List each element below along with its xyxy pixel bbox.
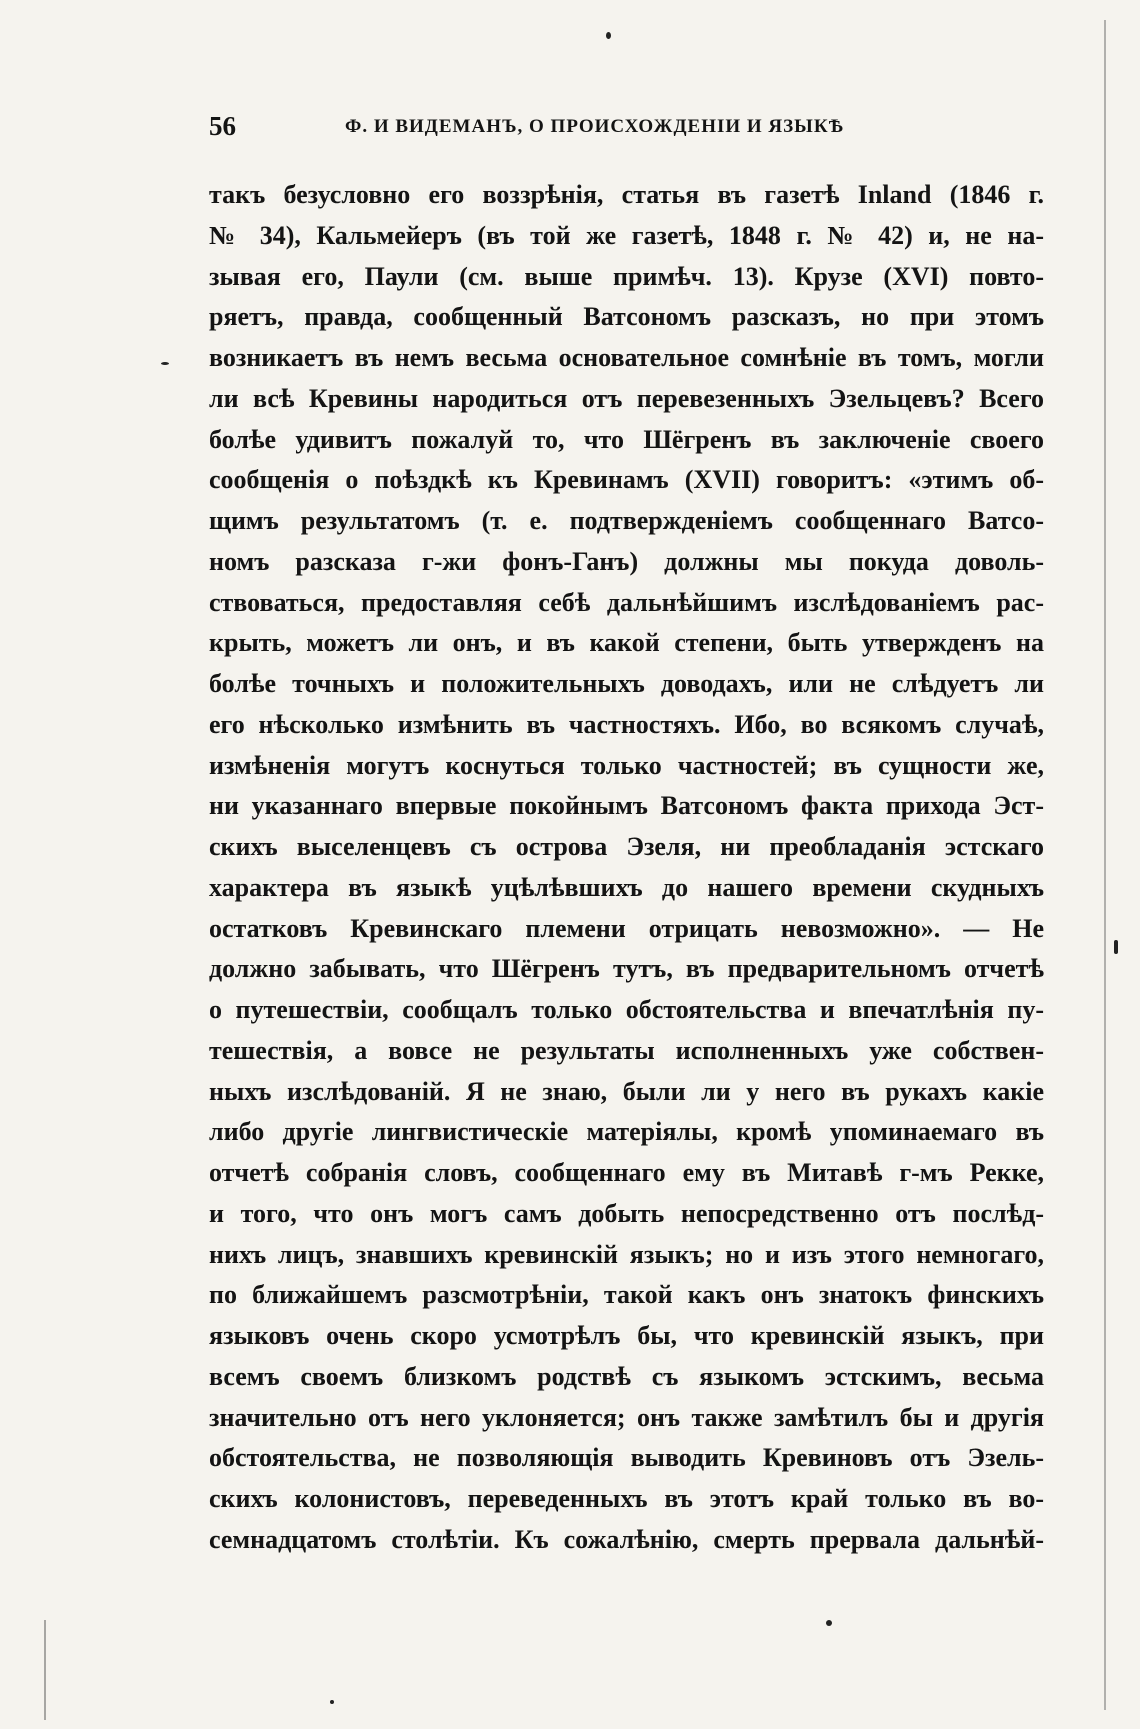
text-line: и того, что онъ могъ самъ добыть непосредственно отъ послѣд- <box>209 1198 1044 1228</box>
text-line: ли всѣ Кревины народиться отъ перевезенныхъ Эзельцевъ? Всего <box>209 383 1044 413</box>
text-line: зывая его, Паули (см. выше примѣч. 13). Крузе (XVI) повто- <box>209 261 1044 291</box>
page-edge <box>44 1620 46 1720</box>
text-line: болѣе точныхъ и положительныхъ доводахъ, или не слѣдуетъ ли <box>209 669 1044 698</box>
text-line: щимъ результатомъ (т. е. подтвержденіемъ сообщеннаго Ватсо- <box>209 506 1044 535</box>
page-header <box>209 108 937 144</box>
text-line: № 34), Кальмейеръ (въ той же газетѣ, 1848 г. № 42) и, не на- <box>209 220 1044 250</box>
body-text <box>209 175 1044 1561</box>
text-line: значительно отъ него уклоняется; онъ также замѣтилъ бы и другія <box>209 1402 1044 1432</box>
text-line: языковъ очень скоро усмотрѣлъ бы, что кревинскій языкъ, при <box>209 1321 1044 1350</box>
text-line: его нѣсколько измѣнить въ частностяхъ. Ибо, во всякомъ случаѣ, <box>209 709 1044 739</box>
text-line: должно забывать, что Шёгренъ тутъ, въ предварительномъ отчетѣ <box>209 954 1044 984</box>
text-line: скихъ колонистовъ, переведенныхъ въ этотъ край только въ во- <box>209 1484 1044 1513</box>
text-line: ни указаннаго впервые покойнымъ Ватсономъ факта прихода Эст- <box>209 791 1044 821</box>
text-line: скихъ выселенцевъ съ острова Эзеля, ни преобладанія эстскаго <box>209 832 1044 861</box>
text-line: сообщенія о поѣздкѣ къ Кревинамъ (XVII) говоритъ: «этимъ об- <box>209 465 1044 495</box>
scan-speck <box>330 1700 334 1704</box>
text-line: отчетѣ собранія словъ, сообщеннаго ему въ Митавѣ г-мъ Рекке, <box>209 1158 1044 1187</box>
text-line: измѣненія могутъ коснуться только частностей; въ сущности же, <box>209 750 1044 780</box>
text-line: по ближайшемъ разсмотрѣніи, такой какъ онъ знатокъ финскихъ <box>209 1280 1044 1310</box>
text-line: крыть, можетъ ли онъ, и въ какой степени, быть утвержденъ на <box>209 628 1044 658</box>
scan-speck <box>1114 940 1118 954</box>
text-line: тешествія, а вовсе не результаты исполненныхъ уже собствен- <box>209 1035 1044 1065</box>
running-title: Ф. И ВИДЕМАНЪ, О ПРОИСХОЖДЕНIИ И ЯЗЫКѢ <box>345 116 845 137</box>
scan-speck <box>161 362 169 365</box>
text-line: ствоваться, предоставляя себѣ дальнѣйшимъ изслѣдованіемъ рас- <box>209 587 1044 617</box>
text-line: характера въ языкѣ уцѣлѣвшихъ до нашего времени скудныхъ <box>209 872 1044 902</box>
page-number: 56 <box>209 111 236 141</box>
scan-speck <box>826 1620 832 1626</box>
text-line: семнадцатомъ столѣтіи. Къ сожалѣнію, смерть прервала дальнѣй- <box>209 1524 1044 1554</box>
text-line: всемъ своемъ близкомъ родствѣ съ языкомъ эстскимъ, весьма <box>209 1361 1044 1391</box>
text-line: такъ безусловно его воззрѣнія, статья въ газетѣ Inland (1846 г. <box>209 180 1044 209</box>
text-line: болѣе удивитъ пожалуй то, что Шёгренъ въ заключеніе своего <box>209 424 1044 454</box>
scan-speck <box>606 32 611 39</box>
text-line: обстоятельства, не позволяющія выводить Кревиновъ отъ Эзель- <box>209 1443 1044 1473</box>
text-line: либо другіе лингвистическіе матеріялы, кромѣ упоминаемаго въ <box>209 1117 1044 1147</box>
text-line: остатковъ Кревинскаго племени отрицать невозможно». — Не <box>209 913 1044 943</box>
text-line: ряетъ, правда, сообщенный Ватсономъ разсказъ, но при этомъ <box>209 302 1044 332</box>
text-line: о путешествіи, сообщалъ только обстоятельства и впечатлѣнія пу- <box>209 995 1044 1024</box>
page-edge <box>1104 20 1106 1710</box>
text-line: номъ разсказа г-жи фонъ-Ганъ) должны мы покуда доволь- <box>209 546 1044 576</box>
text-line: возникаетъ въ немъ весьма основательное сомнѣніе въ томъ, могли <box>209 343 1044 372</box>
text-line: нихъ лицъ, знавшихъ кревинскій языкъ; но и изъ этого немногаго, <box>209 1239 1044 1269</box>
text-line: ныхъ изслѣдованій. Я не знаю, были ли у него въ рукахъ какіе <box>209 1076 1044 1106</box>
